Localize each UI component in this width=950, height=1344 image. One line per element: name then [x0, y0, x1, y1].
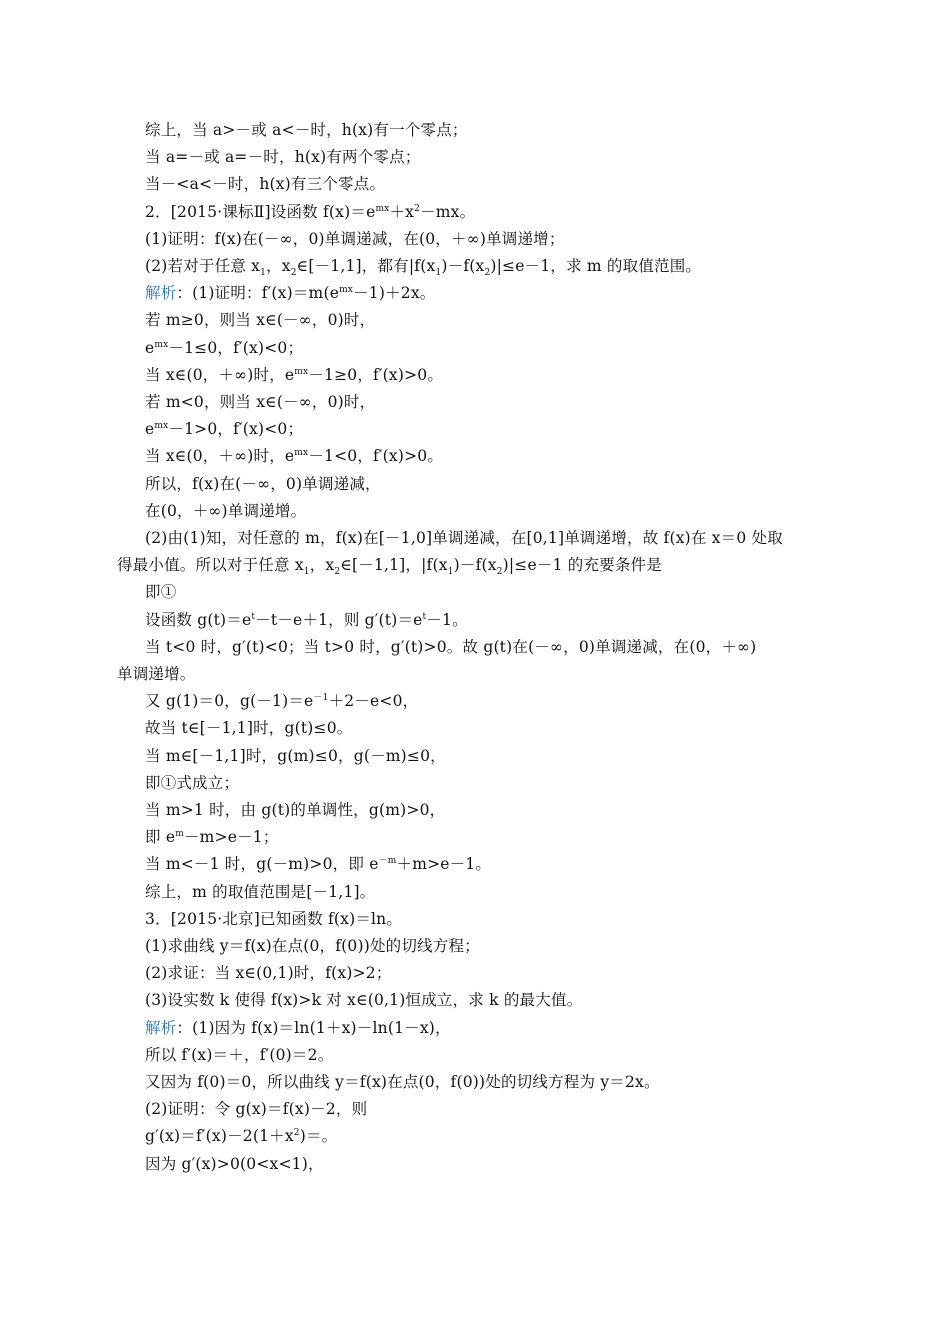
superscript: mx [294, 366, 309, 377]
text-segment: (2)证明：令 g(x)＝f(x)－2，则 [145, 1100, 368, 1119]
text-line [145, 610, 468, 630]
text-segment: ＋2－e<0， [328, 692, 419, 711]
superscript: mx [294, 448, 309, 459]
superscript: －m [378, 856, 397, 867]
text-segment: 当 x∈(0，＋∞)时，e [145, 365, 295, 384]
text-line [117, 555, 662, 578]
text-segment: g′(x)＝f′(x)－2(1＋x [145, 1127, 294, 1146]
text-segment: 综上，当 a>－或 a<－时，h(x)有一个零点； [145, 121, 468, 139]
subscript: 2 [496, 567, 503, 578]
text-line [145, 963, 392, 983]
text-segment: 即① [145, 583, 177, 602]
text-segment: 当－<a<－时，h(x)有三个零点。 [145, 175, 386, 194]
text-segment: －1>0，f′(x)<0； [168, 420, 304, 439]
text-segment: 当 m>1 时，由 g(t)的单调性，g(m)>0， [145, 801, 446, 819]
text-segment: 若 m≥0，则当 x∈(－∞，0)时， [145, 311, 376, 330]
text-line [145, 501, 306, 521]
text-line [145, 637, 756, 657]
text-segment: 当 m<－1 时，g(－m)>0，即 e [145, 855, 379, 874]
text-line [145, 419, 303, 439]
text-segment: －mx。 [420, 202, 476, 221]
subscript: 2 [334, 567, 341, 578]
text-segment: e [145, 420, 155, 439]
text-segment: －1≥0，f′(x)>0。 [308, 365, 444, 384]
superscript: mx [154, 339, 169, 350]
text-line [145, 202, 475, 222]
text-segment: 综上，m 的取值范围是[－1,1]。 [145, 882, 376, 901]
text-line [145, 582, 176, 602]
text-segment: ＋m>e－1。 [396, 855, 492, 874]
text-segment: )＝。 [299, 1127, 338, 1146]
text-segment: 当 a=－或 a=－时，h(x)有两个零点； [145, 148, 421, 167]
text-segment: 因为 g′(x)>0(0<x<1)， [145, 1154, 324, 1173]
text-line [145, 718, 352, 738]
text-line [145, 909, 402, 929]
text-line [145, 691, 418, 711]
subscript: 2 [290, 268, 297, 279]
text-segment: －m>e－1； [183, 828, 279, 847]
text-segment: 当 t<0 时，g′(t)<0；当 t>0 时，g′(t)>0。故 g(t)在(－∞，0)单调递减，在(0，＋∞) [145, 637, 757, 656]
text-segment: 当 m∈[－1,1]时，g(m)≤0，g(－m)≤0， [145, 746, 446, 765]
superscript: 2 [293, 1128, 300, 1139]
text-segment: (2)若对于任意 x [145, 257, 261, 275]
text-line [145, 1072, 660, 1092]
subscript: 1 [303, 567, 310, 578]
text-segment: －1。 [426, 610, 468, 629]
text-line [145, 1099, 367, 1119]
text-line [145, 1154, 324, 1174]
text-segment: 设函数 g(t)＝e [145, 610, 252, 629]
superscript: 2 [414, 203, 421, 214]
text-line [145, 338, 303, 358]
superscript: t [251, 611, 256, 622]
text-segment: －1<0，f′(x)>0。 [308, 447, 444, 466]
text-segment: ，x [309, 556, 335, 575]
text-line [145, 310, 375, 330]
text-segment: 即 e [145, 828, 176, 847]
text-segment: ∈[－1,1]，|f(x [340, 556, 448, 575]
text-line [145, 392, 375, 412]
text-line [145, 229, 565, 249]
text-segment: ＋x [389, 202, 415, 221]
text-line [145, 746, 446, 766]
solution-label: 解析 [145, 1018, 177, 1037]
text-segment: ：(1)因为 f(x)＝ln(1＋x)－ln(1－x)， [176, 1018, 451, 1037]
text-segment: )－f(x [441, 257, 485, 275]
text-segment: 当 x∈(0，＋∞)时，e [145, 447, 295, 466]
text-segment: e [145, 338, 155, 357]
text-segment: －1)＋2x。 [353, 284, 436, 303]
text-segment: 所以 f′(x)＝＋，f′(0)＝2。 [145, 1045, 334, 1064]
text-segment: 故当 t∈[－1,1]时，g(t)≤0。 [145, 719, 353, 738]
subscript: 1 [447, 567, 454, 578]
text-segment: ：(1)证明：f′(x)＝m(e [176, 284, 340, 303]
superscript: mx [375, 203, 390, 214]
text-line [145, 773, 239, 793]
text-segment: (3)设实数 k 使得 f(x)>k 对 x∈(0,1)恒成立，求 k 的最大值。 [145, 991, 583, 1010]
superscript: m [175, 829, 184, 840]
text-segment: 又 g(1)＝0，g(－1)＝e [145, 692, 314, 711]
text-segment: －1≤0，f′(x)<0； [168, 338, 304, 357]
text-segment: 2．[2015·课标Ⅱ]设函数 f(x)＝e [145, 202, 376, 221]
subscript: 1 [260, 268, 267, 279]
text-segment: ，x [266, 257, 291, 275]
text-line [145, 474, 381, 494]
text-segment: 在(0，＋∞)单调递增。 [145, 501, 307, 520]
text-line [145, 854, 491, 874]
text-segment: 若 m<0，则当 x∈(－∞，0)时， [145, 393, 376, 411]
text-line [145, 446, 443, 466]
subscript: 1 [435, 268, 442, 279]
text-line [145, 174, 385, 194]
text-segment: ∈[－1,1]，都有|f(x [296, 257, 436, 275]
text-segment: (2)由(1)知，对任意的 m，f(x)在[－1,0]单调递减，在[0,1]单调递增，故 f(x)在 x＝0 处取 [145, 529, 783, 547]
text-segment: 所以，f(x)在(－∞，0)单调递减， [145, 474, 381, 493]
text-segment: 即①式成立； [145, 773, 240, 792]
text-line [145, 283, 436, 303]
text-line [145, 800, 445, 820]
text-line [145, 882, 375, 902]
text-line [117, 664, 196, 684]
subscript: 2 [484, 268, 491, 279]
text-line [145, 1045, 333, 1065]
solution-label: 解析 [145, 284, 177, 303]
superscript: mx [339, 285, 354, 296]
text-line [145, 120, 468, 140]
text-segment: )－f(x [453, 556, 497, 575]
text-line [145, 147, 421, 167]
text-line [145, 936, 480, 956]
text-segment: 得最小值。所以对于任意 x [117, 556, 304, 575]
text-segment: )|≤e－1 的充要条件是 [502, 556, 662, 575]
text-segment: (1)求曲线 y＝f(x)在点(0，f(0))处的切线方程； [145, 937, 480, 955]
superscript: mx [154, 421, 169, 432]
text-segment: 又因为 f(0)＝0，所以曲线 y＝f(x)在点(0，f(0))处的切线方程为 y＝2x。 [145, 1073, 660, 1091]
text-segment: (1)证明：f(x)在(－∞，0)单调递减，在(0，＋∞)单调递增； [145, 229, 565, 248]
text-segment: －t－e＋1，则 g′(t)＝e [255, 610, 423, 629]
text-segment: )|≤e－1，求 m 的取值范围。 [490, 257, 702, 275]
text-line [145, 990, 582, 1010]
text-segment: 单调递增。 [117, 665, 196, 683]
superscript: t [422, 611, 427, 622]
text-line [145, 1018, 451, 1038]
text-line [145, 256, 702, 279]
text-line [145, 1126, 337, 1146]
text-line [145, 365, 443, 385]
text-segment: (2)求证：当 x∈(0,1)时，f(x)>2； [145, 964, 392, 983]
text-line [145, 827, 279, 847]
text-line [145, 528, 783, 548]
text-segment: 3．[2015·北京]已知函数 f(x)＝ln。 [145, 909, 403, 928]
superscript: －1 [313, 693, 329, 704]
